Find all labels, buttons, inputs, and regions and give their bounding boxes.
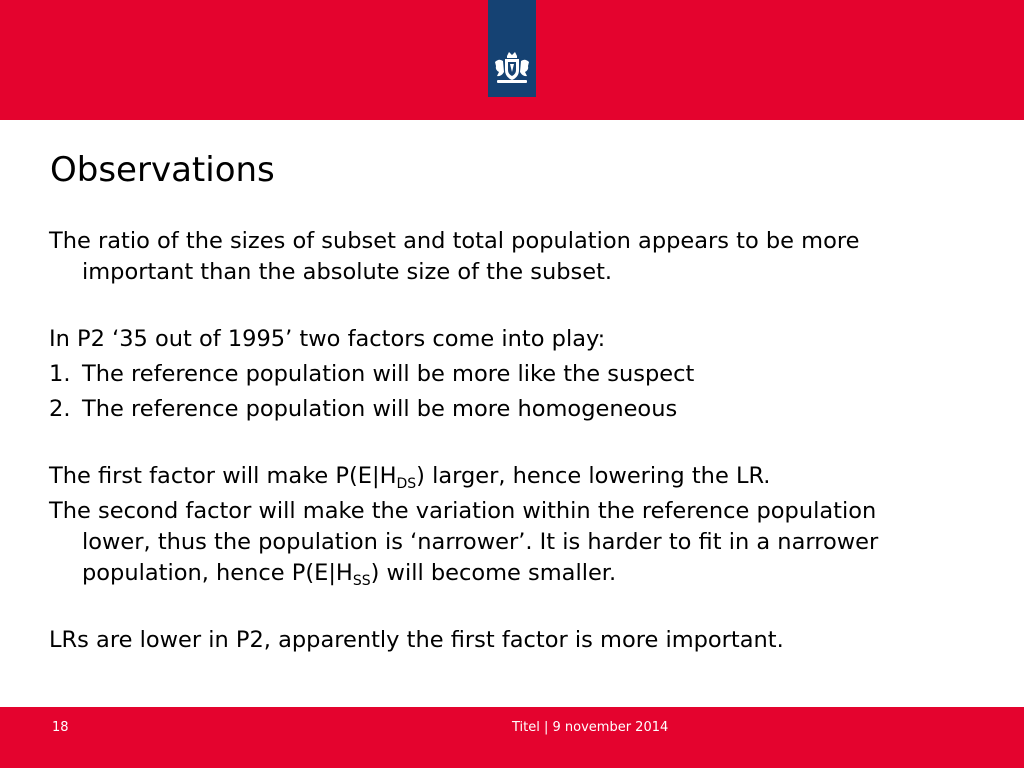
list-item <box>49 359 949 390</box>
subscript: SS <box>352 573 371 589</box>
text-segment: ) will become smaller. <box>370 560 617 586</box>
paragraph-ratio: The ratio of the sizes of subset and total population appears to be more important than the absolute size of the subset. <box>49 228 860 285</box>
slide-title: Observations <box>50 150 275 190</box>
text-segment: The first factor will make P(E|H <box>49 463 397 489</box>
government-logo <box>488 0 536 97</box>
text-segment: ) larger, hence lowering the LR. <box>416 463 771 489</box>
footer-title-date: Titel | 9 november 2014 <box>512 720 669 735</box>
paragraph-factors-intro: In P2 ‘35 out of 1995’ two factors come into play: <box>49 326 606 352</box>
list-number: 1. <box>49 361 71 387</box>
paragraph-conclusion: LRs are lower in P2, apparently the first factor is more important. <box>49 627 784 653</box>
text-segment: The second factor will make the variation within the reference population lower, thus the population is ‘narrower’. It is harder to fit in a narrower population, hence P(E|H <box>49 498 879 586</box>
paragraph-second-factor <box>49 496 949 589</box>
coat-of-arms-icon <box>491 50 533 86</box>
list-text: The reference population will be more like the suspect <box>82 361 695 387</box>
page-number: 18 <box>52 720 69 735</box>
list-item <box>49 394 949 425</box>
list-text: The reference population will be more homogeneous <box>82 396 678 422</box>
subscript: DS <box>396 476 417 492</box>
paragraph-first-factor <box>49 461 949 492</box>
footer-band <box>0 707 1024 768</box>
list-number: 2. <box>49 396 71 422</box>
slide-body <box>49 226 949 656</box>
header-band <box>0 0 1024 120</box>
